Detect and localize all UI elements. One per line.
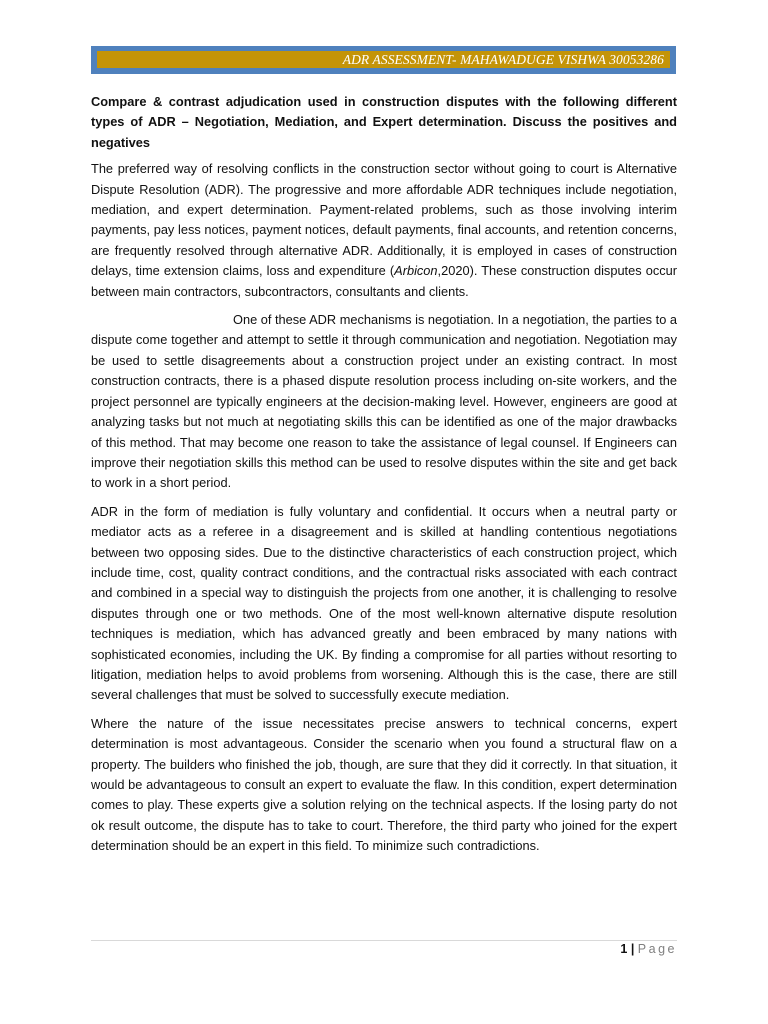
page-label: Page xyxy=(637,942,677,956)
paragraph-negotiation: One of these ADR mechanisms is negotiation. In a negotiation, the parties to a dispute come together and attempt to settle it through communication and negotiation. Negotiation may be used to settle disagreements about a construction project under an existing contract. In most construction contracts, there is a phased dispute resolution process including on-site workers, and the project personnel are typically engineers at the decision-making level. However, engineers are good at analyzing tasks but not much at negotiating skills this can be identified as one of the major drawbacks of this method. That may become one reason to take the assistance of legal counsel. If Engineers can improve their negotiation skills this method can be used to resolve disputes within the site and get back to work in a short period. xyxy=(91,312,677,491)
page-footer xyxy=(91,942,677,956)
paragraph-intro xyxy=(91,159,677,302)
document-body xyxy=(91,92,677,865)
paragraph-expert-determination: Where the nature of the issue necessitates precise answers to technical concerns, expert determination is most advantageous. Consider the scenario when you found a structural flaw on a property. The builders who finished the job, though, are sure that they did it correctly. In that situation, it would be advantageous to consult an expert to evaluate the flaw. In this condition, expert determination comes to play. These experts give a solution relying on the technical aspects. If the losing party do not ok result outcome, the dispute has to take to court. Therefore, the third party who joined for the expert determination should be an expert in this field. To minimize such contradictions. xyxy=(91,715,677,854)
paragraph-mediation: ADR in the form of mediation is fully voluntary and confidential. It occurs when a neutral party or mediator acts as a referee in a disagreement and is skilled at handling contentious negotiations between two opposing sides. Due to the distinctive characteristics of each construction project, which include time, cost, quality contract conditions, and the contractual risks associated with each contract and combined in a special way to distinguish the projects from one another, it is challenging to resolve disputes through one or two methods. One of the most well-known alternative dispute resolution techniques is mediation, which has advanced greatly and been embraced by many nations with sophisticated economies, including the UK. By finding a compromise for all parties without resorting to litigation, mediation helps to avoid problems from worsening. Although this is the case, there are still several challenges that must be solved to successfully execute mediation. xyxy=(91,503,677,703)
header-title-bar xyxy=(97,51,670,68)
page-separator: | xyxy=(627,942,638,956)
footer-divider xyxy=(91,940,677,941)
header-band xyxy=(91,46,676,74)
question-heading: Compare & contrast adjudication used in construction disputes with the following different types of ADR – Negotiation, Mediation, and Expert determination. Discuss the positives and negatives xyxy=(91,94,677,150)
paragraph-intro-text: The preferred way of resolving conflicts in the construction sector without going to court is Alternative Dispute Resolution (ADR). The progressive and more affordable ADR techniques include negotiation, mediation, and expert determination. Payment-related problems, such as those involving interim payments, pay less notices, payment notices, default payments, final accounts, and retention concerns, are frequently resolved through alternative ADR. Additionally, it is employed in cases of construction delays, time extension claims, loss and expenditure ( xyxy=(91,161,677,279)
citation-arbicon: Arbicon xyxy=(394,263,438,279)
page-number: 1 xyxy=(620,942,628,956)
paragraph-intro-text-end: ,2020). These construction disputes occur between main contractors, subcontractors, consultants and clients. xyxy=(91,263,678,299)
header-title: ADR ASSESSMENT- MAHAWADUGE VISHWA 30053286 xyxy=(342,51,664,67)
